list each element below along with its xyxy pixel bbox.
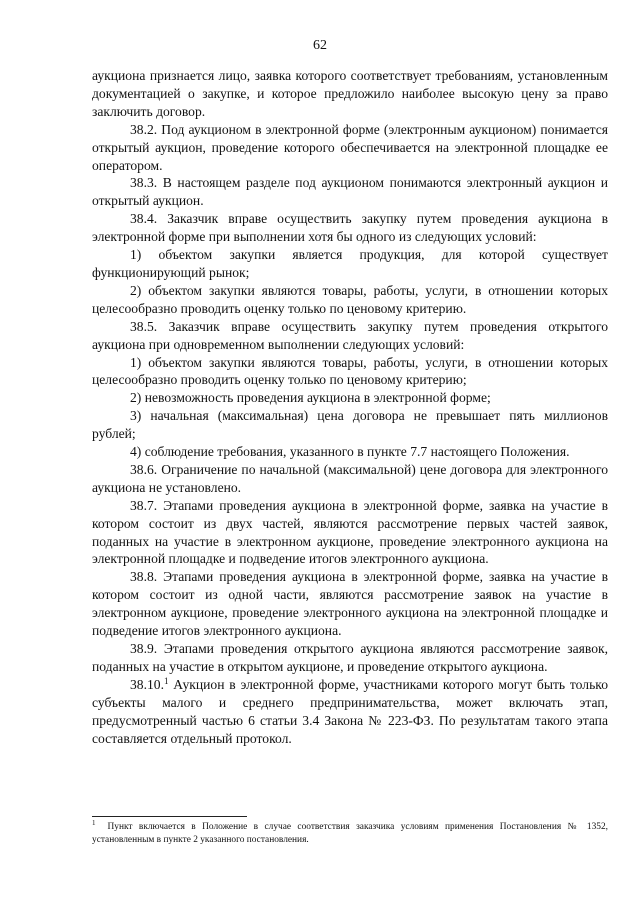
clause-number: 38.10.	[130, 676, 164, 692]
list-item: 2) невозможность проведения аукциона в электронной форме;	[130, 390, 491, 406]
footnote	[92, 821, 608, 847]
page-number: 62	[313, 38, 327, 53]
paragraph: 38.8. Этапами проведения аукциона в электронной форме, заявка на участие в котором состоит из одной части, являются рассмотрение заявок на участие в электронном аукционе, проведение электронного аукциона на электронной площадке и подведение итогов электронного аукциона.	[92, 569, 608, 639]
list-item: 3) начальная (максимальная) цена договора не превышает пять миллионов рублей;	[92, 408, 608, 442]
footnote-separator	[92, 816, 247, 817]
paragraph-38-10	[92, 676, 608, 748]
paragraph: 38.2. Под аукционом в электронной форме (электронным аукционом) понимается открытый аукцион, проведение которого обеспечивается на электронной площадке ее оператором.	[92, 121, 608, 173]
paragraph: 38.4. Заказчик вправе осуществить закупку путем проведения аукциона в электронной форме при выполнении хотя бы одного из следующих условий:	[92, 211, 608, 245]
list-item: 1) объектом закупки являются товары, работы, услуги, в отношении которых целесообразно проводить оценку только по ценовому критерию;	[92, 354, 608, 388]
footnote-marker: 1	[92, 819, 96, 827]
paragraph: 38.7. Этапами проведения аукциона в электронной форме, заявка на участие в котором состоит из двух частей, являются рассмотрение первых частей заявок, поданных на участие в электронном аукционе, проведение электронного аукциона на электронной площадке и подведение итогов электронного аукциона.	[92, 497, 608, 567]
list-item: 2) объектом закупки являются товары, работы, услуги, в отношении которых целесообразно проводить оценку только по ценовому критерию.	[92, 282, 608, 316]
body-text	[92, 67, 608, 747]
list-item: 1) объектом закупки является продукция, для которой существует функционирующий рынок;	[92, 247, 608, 280]
paragraph: 38.3. В настоящем разделе под аукционом понимаются электронный аукцион и открытый аукцион.	[92, 175, 608, 209]
paragraph: 38.6. Ограничение по начальной (максимальной) цене договора для электронного аукциона не установлено.	[92, 461, 608, 495]
footnote-reference[interactable]: 1	[163, 675, 169, 686]
paragraph: 38.9. Этапами проведения открытого аукциона являются рассмотрение заявок, поданных на участие в открытом аукционе, и проведение открытого аукциона.	[92, 641, 608, 674]
paragraph: аукциона признается лицо, заявка которого соответствует требованиям, установленным документацией о закупке, и которое предложило наиболее высокую цену за право заключить договор.	[92, 68, 608, 119]
clause-text: Аукцион в электронной форме, участниками которого могут быть только субъекты малого и среднего предпринимательства, может включать этап, предусмотренный частью 6 статьи 3.4 Закона № 223-ФЗ. По результатам такого этапа составляется отдельный протокол.	[92, 676, 608, 746]
paragraph: 38.5. Заказчик вправе осуществить закупку путем проведения открытого аукциона при одновременном выполнении следующих условий:	[92, 318, 608, 352]
list-item: 4) соблюдение требования, указанного в пункте 7.7 настоящего Положения.	[130, 444, 570, 460]
footnote-text: Пункт включается в Положение в случае соответствия заказчика условиям применения Постановления № 1352, установленным в пункте 2 указанного постановления.	[92, 822, 608, 845]
